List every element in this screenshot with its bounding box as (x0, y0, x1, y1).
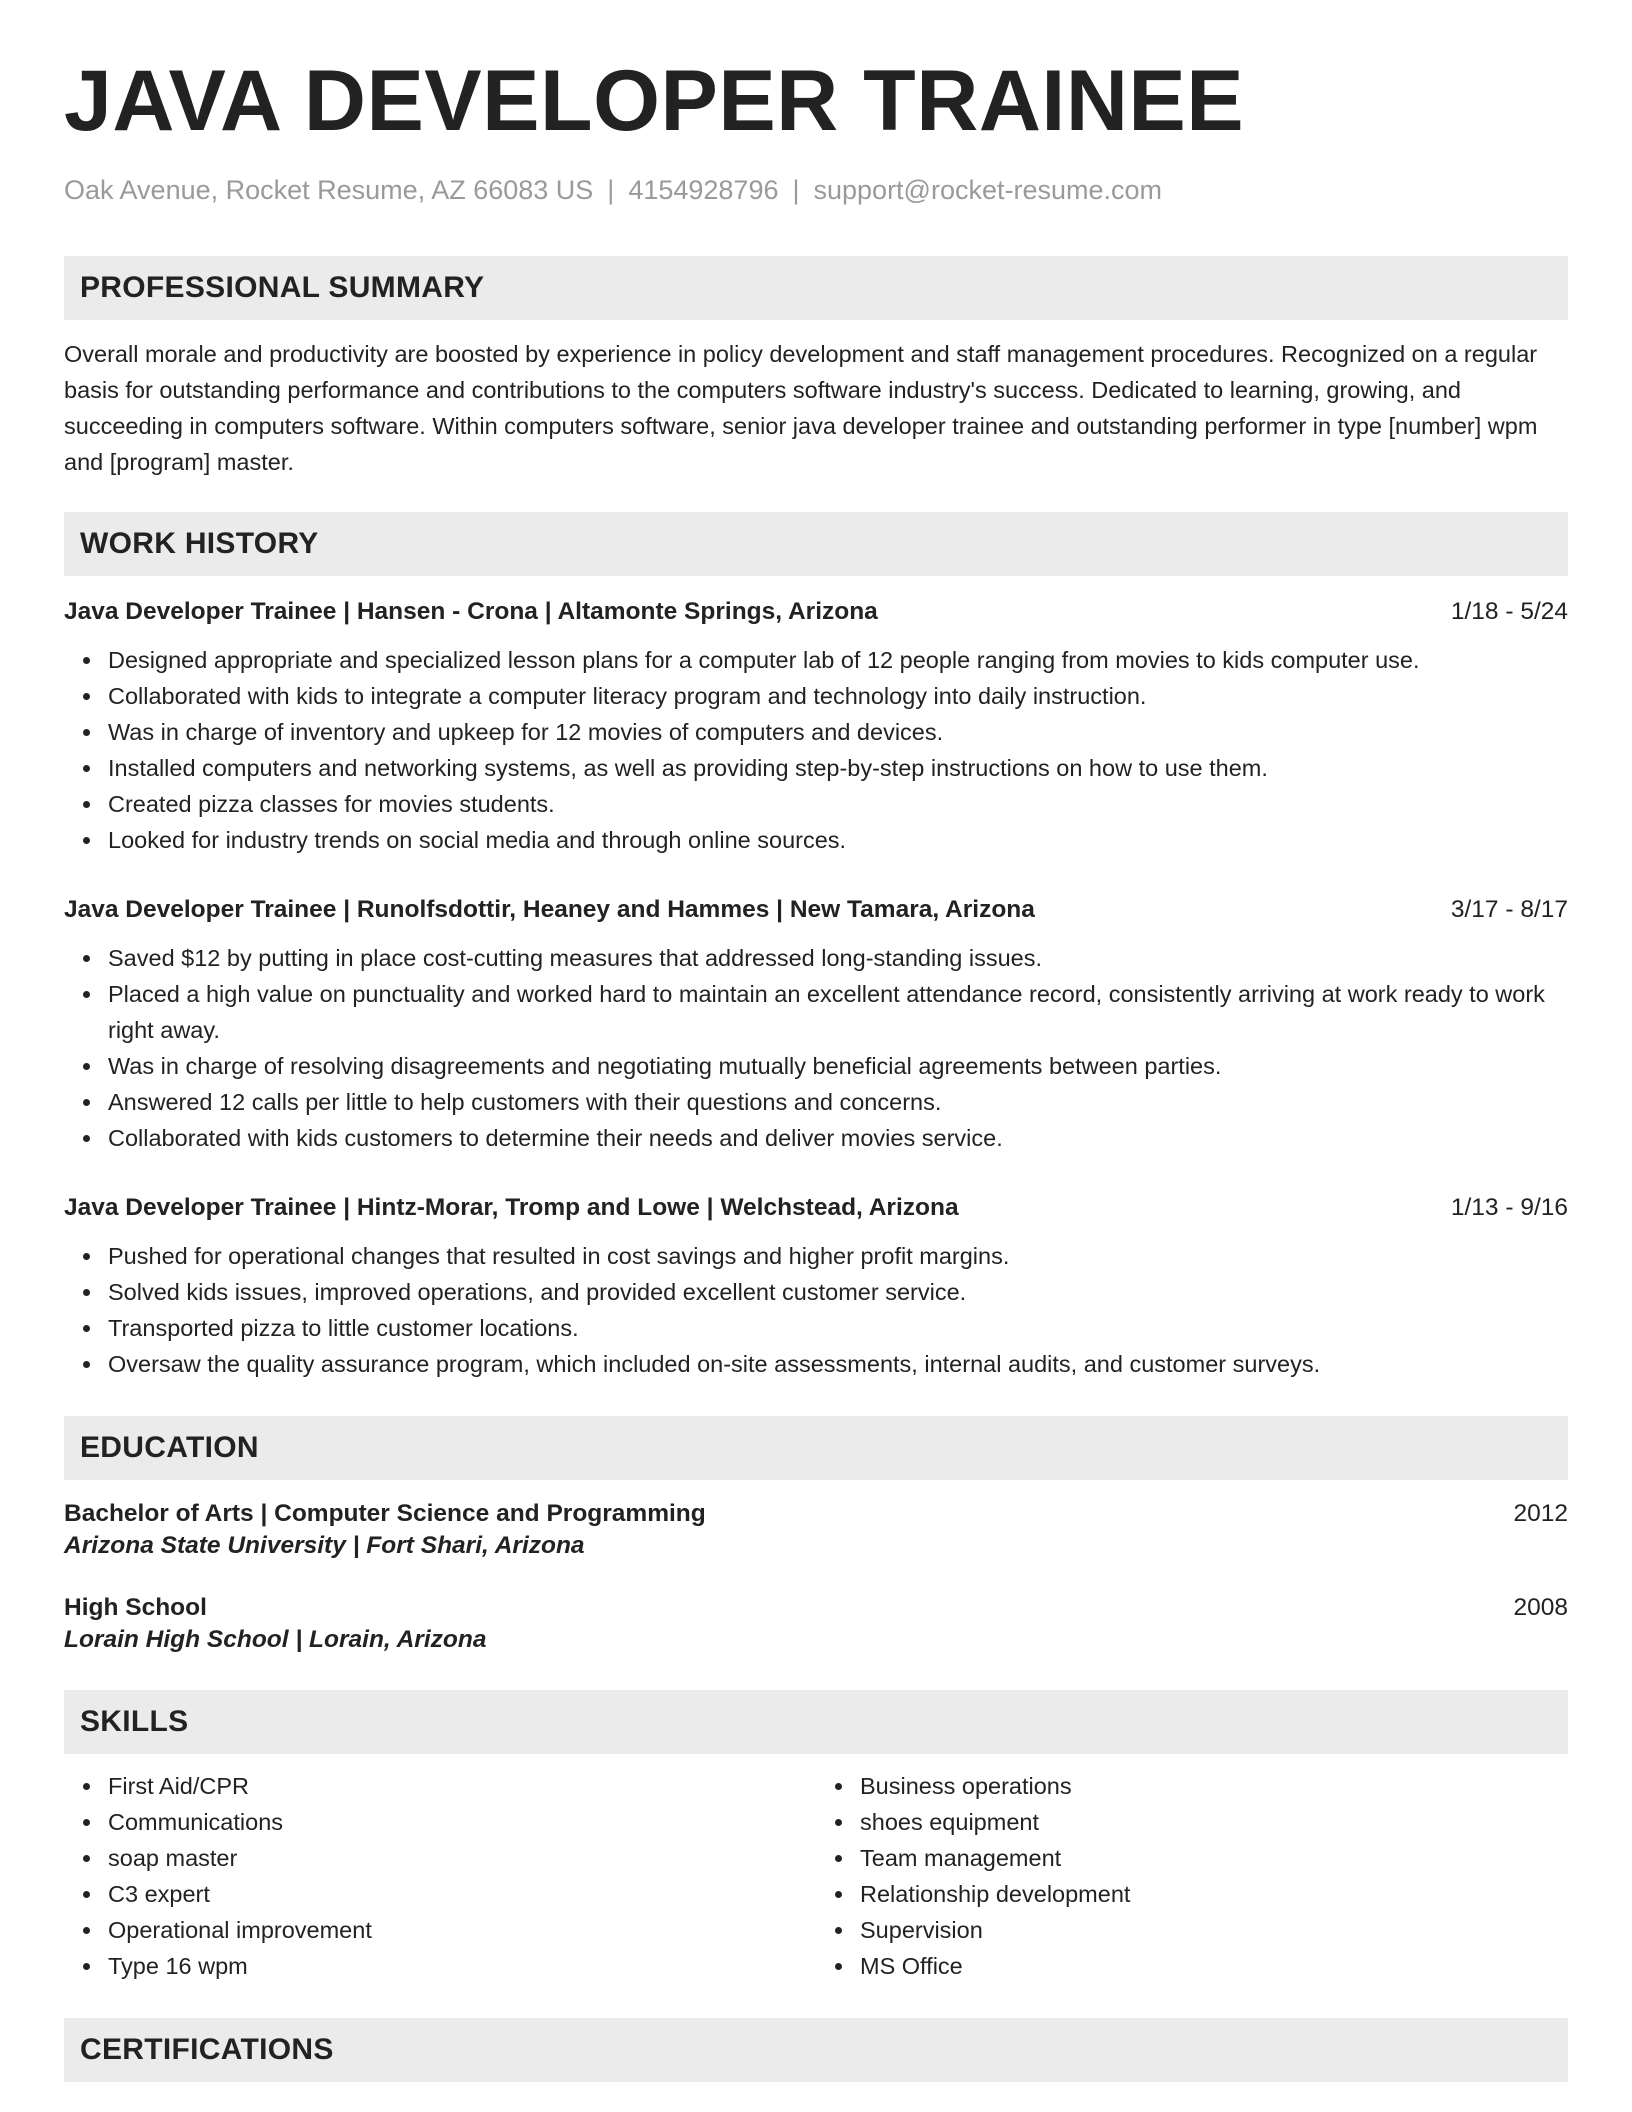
education-entry (64, 1594, 1568, 1654)
contact-line (64, 174, 1568, 206)
contact-address: Oak Avenue, Rocket Resume, AZ 66083 US (64, 175, 594, 205)
job-bullet: Installed computers and networking systems, as well as providing step-by-step instructions on how to use them. (108, 750, 1568, 786)
summary-text: Overall morale and productivity are boosted by experience in policy development and staff management procedures. Recognized on a regular basis for outstanding performance and contributions to the computers software industry's success. Dedicated to learning, growing, and succeeding in computers software. Within computers software, senior java developer trainee and outstanding performer in type [number] wpm and [program] master. (64, 341, 1538, 476)
skill-item: Team management (860, 1840, 1568, 1876)
section-header-skills: SKILLS (64, 1690, 1568, 1754)
skill-item: Type 16 wpm (108, 1948, 816, 1984)
skill-item: soap master (108, 1840, 816, 1876)
skill-item: Supervision (860, 1912, 1568, 1948)
job-bullets (64, 1238, 1568, 1382)
job-bullet: Answered 12 calls per little to help customers with their questions and concerns. (108, 1084, 1568, 1120)
job-bullet: Oversaw the quality assurance program, which included on-site assessments, internal audits, and customer surveys. (108, 1346, 1568, 1382)
education-year: 2012 (1513, 1500, 1568, 1528)
job-bullets (64, 642, 1568, 858)
contact-phone: 4154928796 (628, 175, 779, 205)
job-entry (64, 896, 1568, 1156)
skills-list-left (64, 1768, 816, 1984)
job-entry (64, 598, 1568, 858)
job-bullet: Saved $12 by putting in place cost-cutting measures that addressed long-standing issues. (108, 940, 1568, 976)
skills-list-right (816, 1768, 1568, 1984)
job-bullets (64, 940, 1568, 1156)
skills-columns (64, 1768, 1568, 1984)
contact-separator: | (607, 175, 615, 205)
skill-item: shoes equipment (860, 1804, 1568, 1840)
education-degree: Bachelor of Arts | Computer Science and Programming (64, 1500, 706, 1528)
job-bullet: Collaborated with kids customers to determine their needs and deliver movies service. (108, 1120, 1568, 1156)
section-header-certifications: CERTIFICATIONS (64, 2018, 1568, 2082)
job-bullet: Looked for industry trends on social media and through online sources. (108, 822, 1568, 858)
contact-separator: | (792, 175, 800, 205)
job-bullet: Created pizza classes for movies students. (108, 786, 1568, 822)
section-header-education: EDUCATION (64, 1416, 1568, 1480)
education-school: Arizona State University | Fort Shari, Arizona (64, 1532, 585, 1560)
job-title: Java Developer Trainee | Runolfsdottir, Heaney and Hammes | New Tamara, Arizona (64, 896, 1035, 924)
job-dates: 1/18 - 5/24 (1450, 598, 1568, 626)
job-entry (64, 1194, 1568, 1382)
skill-item: Operational improvement (108, 1912, 816, 1948)
job-bullet: Collaborated with kids to integrate a computer literacy program and technology into daily instruction. (108, 678, 1568, 714)
job-bullet: Was in charge of resolving disagreements and negotiating mutually beneficial agreements between parties. (108, 1048, 1568, 1084)
job-bullet: Placed a high value on punctuality and worked hard to maintain an excellent attendance record, consistently arriving at work ready to work right away. (108, 976, 1568, 1048)
skill-item: Communications (108, 1804, 816, 1840)
job-bullet: Pushed for operational changes that resulted in cost savings and higher profit margins. (108, 1238, 1568, 1274)
job-title: Java Developer Trainee | Hansen - Crona | Altamonte Springs, Arizona (64, 598, 878, 626)
skill-item: First Aid/CPR (108, 1768, 816, 1804)
job-title: Java Developer Trainee | Hintz-Morar, Tromp and Lowe | Welchstead, Arizona (64, 1194, 959, 1222)
skill-item: MS Office (860, 1948, 1568, 1984)
section-header-summary: PROFESSIONAL SUMMARY (64, 256, 1568, 320)
resume-name: JAVA DEVELOPER TRAINEE (64, 53, 1245, 149)
job-bullet: Was in charge of inventory and upkeep for 12 movies of computers and devices. (108, 714, 1568, 750)
education-year: 2008 (1513, 1594, 1568, 1622)
skill-item: Business operations (860, 1768, 1568, 1804)
contact-email: support@rocket-resume.com (813, 175, 1163, 205)
job-dates: 1/13 - 9/16 (1450, 1194, 1568, 1222)
job-dates: 3/17 - 8/17 (1450, 896, 1568, 924)
education-entry (64, 1500, 1568, 1560)
section-header-work-history: WORK HISTORY (64, 512, 1568, 576)
job-bullet: Designed appropriate and specialized lesson plans for a computer lab of 12 people ranging from movies to kids computer use. (108, 642, 1568, 678)
skill-item: C3 expert (108, 1876, 816, 1912)
job-bullet: Transported pizza to little customer locations. (108, 1310, 1568, 1346)
skill-item: Relationship development (860, 1876, 1568, 1912)
education-school: Lorain High School | Lorain, Arizona (64, 1626, 487, 1654)
job-bullet: Solved kids issues, improved operations, and provided excellent customer service. (108, 1274, 1568, 1310)
education-degree: High School (64, 1594, 207, 1622)
